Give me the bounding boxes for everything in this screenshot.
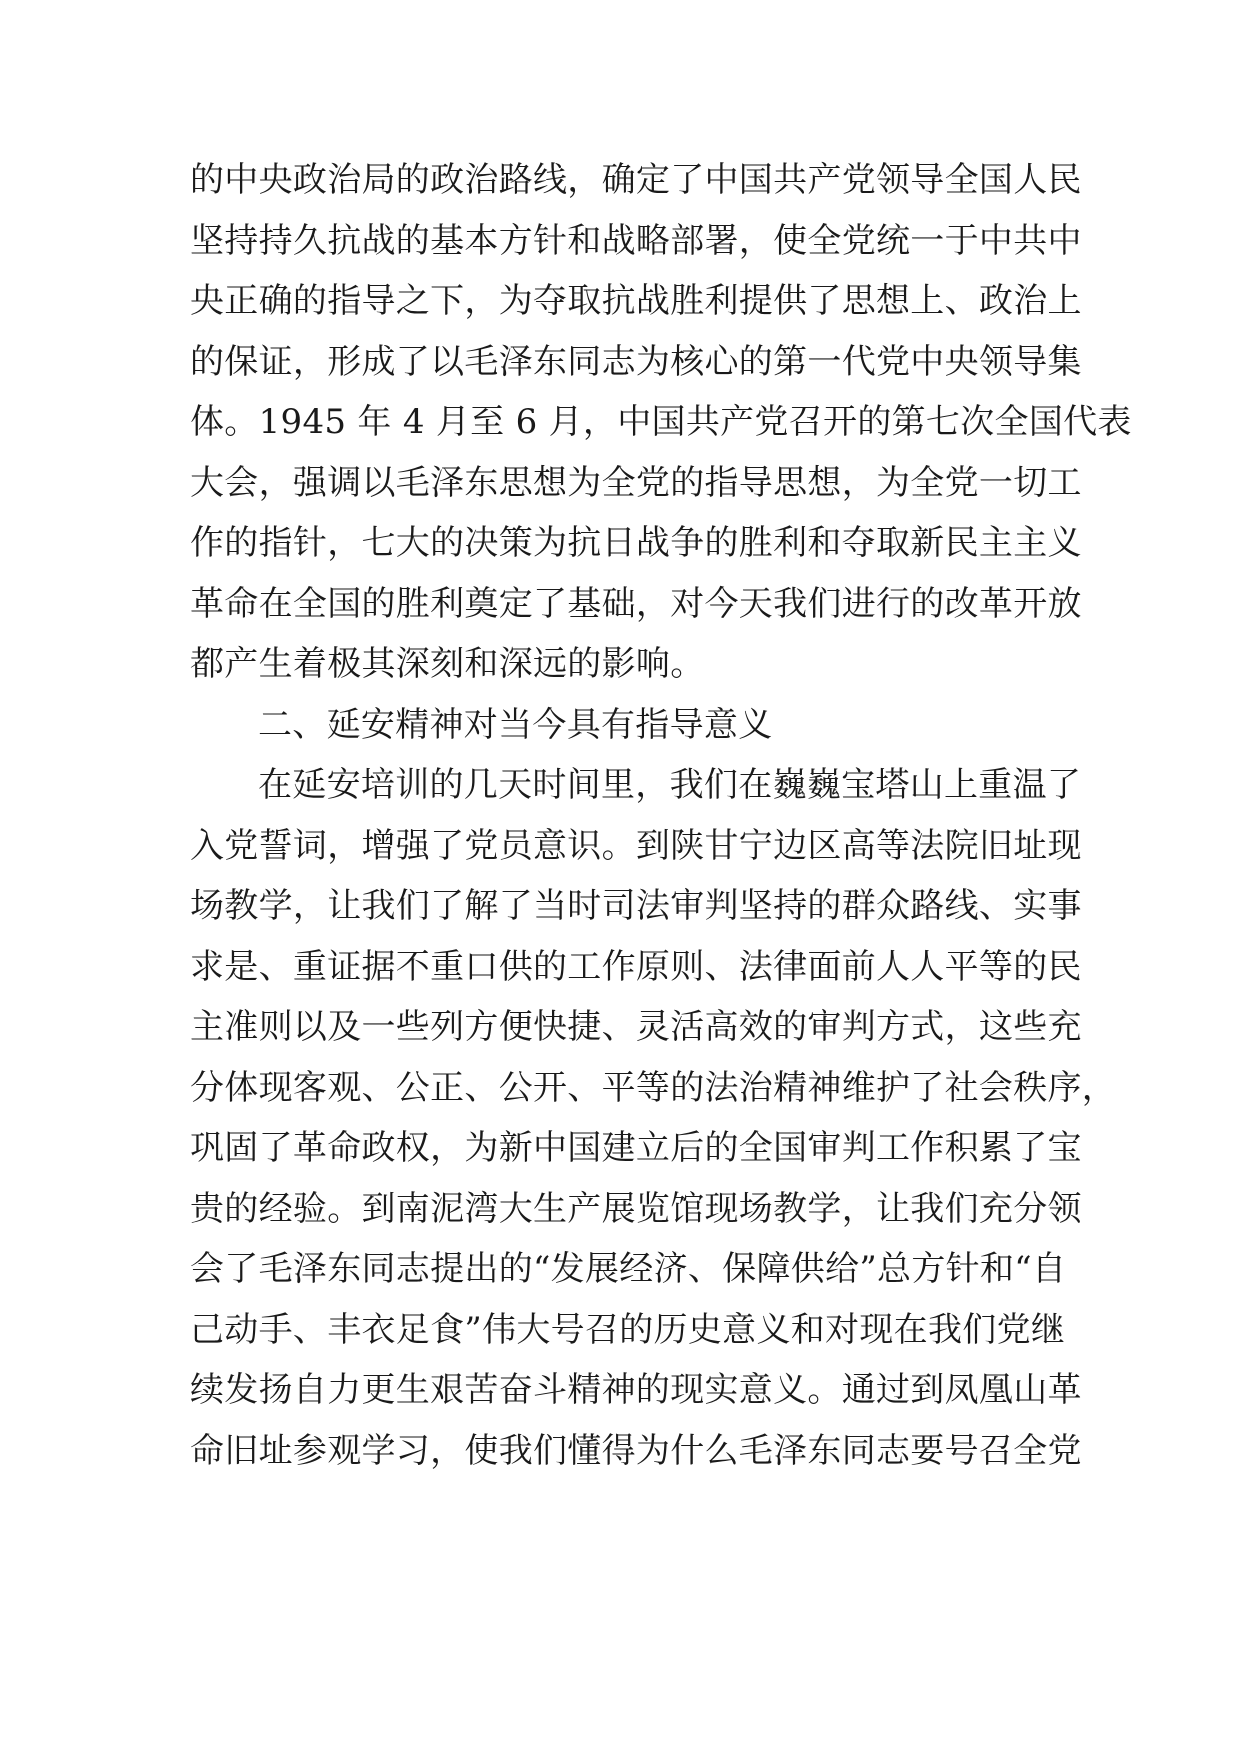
text-line: 分体现客观、公正、公开、平等的法治精神维护了社会秩序， xyxy=(190,1067,1117,1108)
section-heading: 二、延安精神对当今具有指导意义 xyxy=(258,704,773,745)
text-line: 央正确的指导之下，为夺取抗战胜利提供了思想上、政治上 xyxy=(190,281,1082,321)
text-line: 己动手、丰衣足食”伟大号召的历史意义和对现在我们党继 xyxy=(190,1309,1066,1350)
text-line: 贵的经验。到南泥湾大生产展览馆现场教学，让我们充分领 xyxy=(190,1188,1082,1229)
text-line: 体。1945 年 4 月至 6 月，中国共产党召开的第七次全国代表 xyxy=(190,402,1132,442)
text-line: 坚持持久抗战的基本方针和战略部署，使全党统一于中共中 xyxy=(190,220,1082,261)
text-line: 主准则以及一些列方便快捷、灵活高效的审判方式，这些充 xyxy=(190,1007,1082,1047)
text-line: 场教学，让我们了解了当时司法审判坚持的群众路线、实事 xyxy=(190,886,1082,926)
text-line: 作的指针，七大的决策为抗日战争的胜利和夺取新民主主义 xyxy=(190,523,1082,563)
text-line: 大会，强调以毛泽东思想为全党的指导思想，为全党一切工 xyxy=(190,462,1082,503)
text-line: 巩固了革命政权，为新中国建立后的全国审判工作积累了宝 xyxy=(190,1128,1082,1168)
text-line: 革命在全国的胜利奠定了基础，对今天我们进行的改革开放 xyxy=(190,583,1082,624)
text-line: 入党誓词，增强了党员意识。到陕甘宁边区高等法院旧址现 xyxy=(190,825,1082,866)
text-line: 求是、重证据不重口供的工作原则、法律面前人人平等的民 xyxy=(190,946,1082,987)
text-line: 命旧址参观学习，使我们懂得为什么毛泽东同志要号召全党 xyxy=(190,1430,1082,1471)
text-line: 都产生着极其深刻和深远的影响。 xyxy=(190,644,705,684)
text-line: 在延安培训的几天时间里，我们在巍巍宝塔山上重温了 xyxy=(258,765,1082,805)
text-line: 会了毛泽东同志提出的“发展经济、保障供给”总方针和“自 xyxy=(190,1249,1067,1289)
text-line: 续发扬自力更生艰苦奋斗精神的现实意义。通过到凤凰山革 xyxy=(190,1370,1082,1410)
text-line: 的中央政治局的政治路线，确定了中国共产党领导全国人民 xyxy=(190,160,1082,200)
text-line: 的保证，形成了以毛泽东同志为核心的第一代党中央领导集 xyxy=(190,341,1082,382)
document-body xyxy=(190,150,1132,1481)
